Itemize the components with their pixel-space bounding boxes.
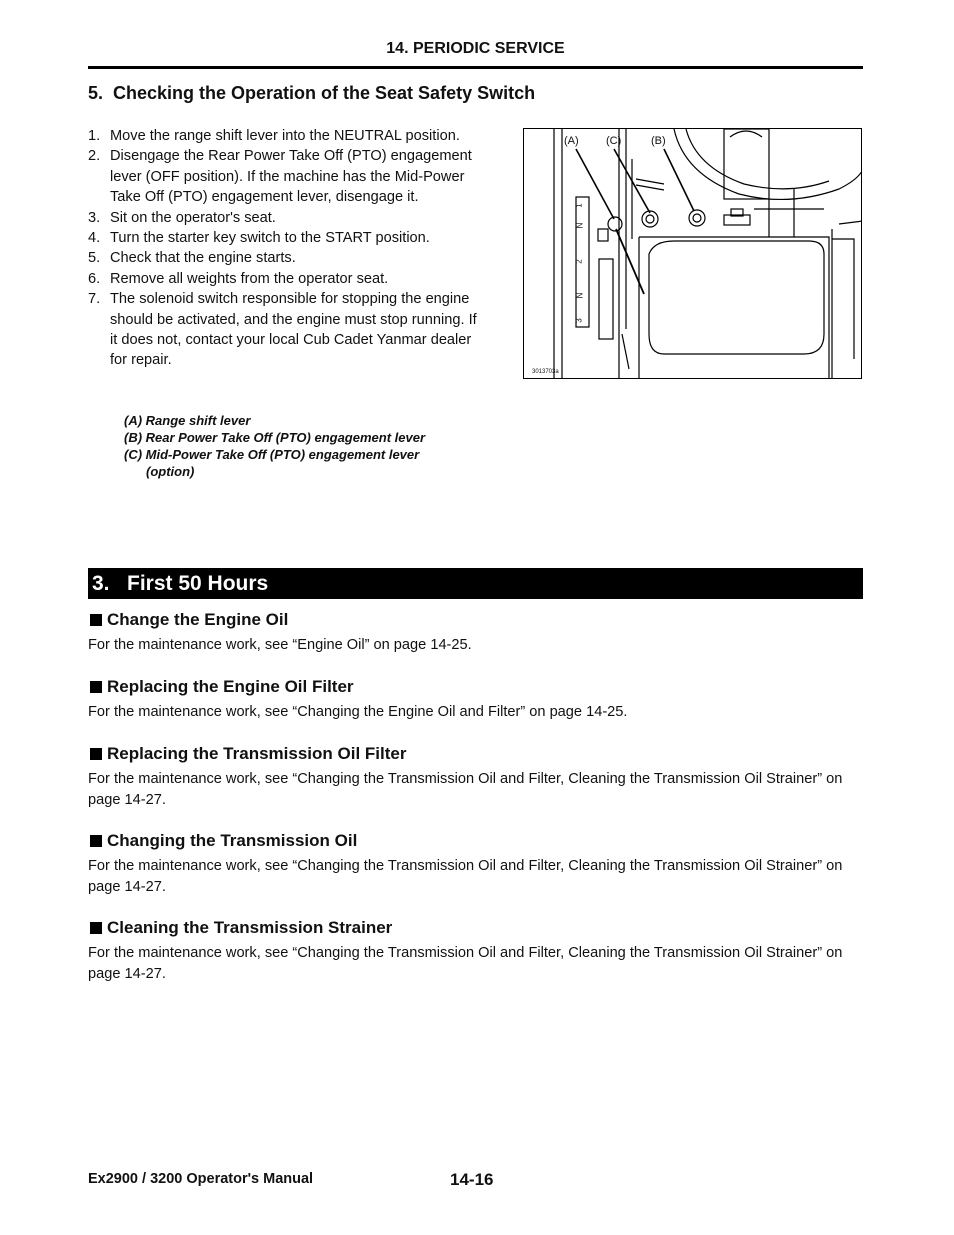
step-text: Turn the starter key switch to the START position.: [110, 230, 430, 247]
step-item: [88, 146, 488, 207]
caption-c: (C) Mid-Power Take Off (PTO) engagement lever (option): [124, 447, 420, 479]
step-item: [88, 248, 488, 268]
step-number: 1.: [88, 128, 101, 144]
caption-b: (B) Rear Power Take Off (PTO) engagement lever: [124, 430, 426, 445]
gate-mark: 1: [574, 203, 584, 208]
item-heading: Replacing the Engine Oil Filter: [107, 677, 354, 696]
item-text: For the maintenance work, see “Changing the Transmission Oil and Filter, Cleaning the Transmission Oil Strainer” on page 14-27.: [88, 771, 843, 808]
step-number: 5.: [88, 250, 101, 267]
item-text: For the maintenance work, see “Changing the Transmission Oil and Filter, Cleaning the Transmission Oil Strainer” on page 14-27.: [88, 858, 843, 895]
step-text: Sit on the operator's seat.: [110, 209, 276, 226]
maintenance-item: [88, 744, 863, 811]
figure-id: 3013703a: [532, 369, 559, 375]
step-item: [88, 126, 488, 146]
step-number: 2.: [88, 148, 101, 165]
label-a: (A): [564, 135, 579, 147]
page-number: 14-16: [450, 1170, 494, 1189]
bullet-square-icon: [90, 614, 102, 626]
step-number: 3.: [88, 209, 101, 226]
item-text: For the maintenance work, see “Changing the Engine Oil and Filter” on page 14-25.: [88, 704, 628, 720]
item-heading: Replacing the Transmission Oil Filter: [107, 744, 407, 763]
maintenance-item: [88, 918, 863, 985]
step-number: 7.: [88, 291, 101, 308]
first-50-hours-heading: 3. First 50 Hours: [88, 568, 863, 599]
gate-mark: 2: [574, 259, 584, 264]
gate-mark: N: [575, 222, 585, 229]
figure-captions: [124, 412, 464, 480]
gate-mark: N: [575, 292, 585, 299]
bullet-square-icon: [90, 922, 102, 934]
lever-illustration: [524, 129, 862, 379]
item-text: For the maintenance work, see “Engine Oil” on page 14-25.: [88, 637, 472, 653]
step-number: 4.: [88, 230, 101, 247]
procedure-steps: [88, 126, 488, 371]
section-title: 5. Checking the Operation of the Seat Safety Switch: [88, 83, 536, 103]
label-c: (C): [606, 135, 622, 147]
item-text: For the maintenance work, see “Changing the Transmission Oil and Filter, Cleaning the Transmission Oil Strainer” on page 14-27.: [88, 945, 843, 982]
bullet-square-icon: [90, 835, 102, 847]
maintenance-item: [88, 831, 863, 898]
maintenance-item: [88, 610, 863, 656]
step-item: [88, 289, 488, 371]
step-item: [88, 228, 488, 248]
item-heading: Cleaning the Transmission Strainer: [107, 918, 393, 937]
step-text: Disengage the Rear Power Take Off (PTO) engagement lever (OFF position). If the machine has the Mid-Power Take Off (PTO) engagement lever, disengage it.: [110, 148, 472, 206]
item-heading: Changing the Transmission Oil: [107, 831, 358, 850]
step-number: 6.: [88, 270, 101, 287]
step-text: Remove all weights from the operator seat.: [110, 270, 389, 287]
step-text: Check that the engine starts.: [110, 250, 296, 267]
lever-diagram: [523, 128, 862, 379]
step-item: [88, 269, 488, 289]
bullet-square-icon: [90, 681, 102, 693]
bullet-square-icon: [90, 748, 102, 760]
step-item: [88, 208, 488, 228]
caption-a: (A) Range shift lever: [124, 413, 251, 428]
manual-title: Ex2900 / 3200 Operator's Manual: [88, 1171, 314, 1187]
step-text: Move the range shift lever into the NEUTRAL position.: [110, 128, 460, 144]
item-heading: Change the Engine Oil: [107, 610, 289, 629]
gate-mark: 3: [574, 318, 584, 323]
running-head: 14. PERIODIC SERVICE: [88, 38, 863, 69]
maintenance-item: [88, 677, 863, 723]
step-text: The solenoid switch responsible for stopping the engine should be activated, and the engine must stop running. If it does not, contact your local Cub Cadet Yanmar dealer for repair.: [110, 291, 477, 369]
label-b: (B): [651, 135, 666, 147]
